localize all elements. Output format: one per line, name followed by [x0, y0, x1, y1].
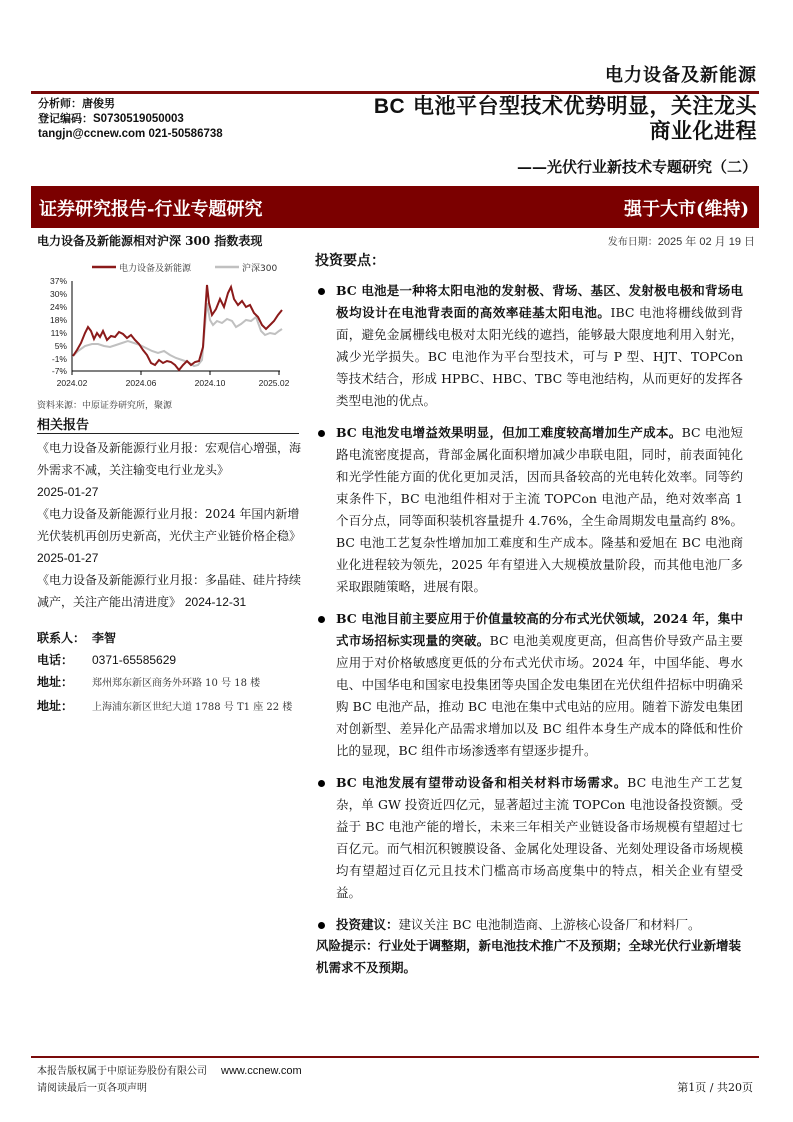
report-title — [374, 94, 757, 143]
related-report-date: 2025-01-27 — [37, 485, 99, 499]
risk-warning: 风险提示：行业处于调整期，新电池技术推广不及预期；全球光伏行业新增装机需求不及预期。 — [316, 938, 742, 975]
address-shanghai: 上海浦东新区世纪大道 1788 号 T1 座 22 楼 — [92, 702, 293, 713]
copyright-text: 本报告版权属于中原证券股份有限公司 — [37, 1066, 207, 1077]
related-reports-heading: 相关报告 — [37, 418, 90, 433]
industry-label: 电力设备及新能源 — [605, 65, 757, 86]
title-line-1: 电池平台型技术优势明显，关注龙头 — [405, 93, 757, 118]
related-divider — [37, 433, 299, 434]
title-prefix: BC — [373, 95, 406, 118]
investment-point — [318, 772, 743, 904]
investment-point — [318, 422, 743, 598]
analyst-info — [38, 96, 223, 142]
address-label: 地址： — [37, 699, 74, 713]
bullet-icon — [318, 780, 325, 787]
rating: 强于大市(维持) — [623, 199, 749, 220]
svg-text:沪深300: 沪深300 — [242, 264, 278, 274]
analyst-label: 分析师： — [38, 97, 82, 110]
bullet-icon — [318, 430, 325, 437]
phone-number: 0371-65585629 — [92, 653, 177, 667]
page-number: 第1页 / 共20页 — [677, 1081, 753, 1094]
related-report-date: 2025-01-27 — [37, 551, 99, 565]
svg-text:-1%: -1% — [51, 354, 67, 364]
phone-label: 电话： — [37, 653, 74, 667]
footer-notice: 请阅读最后一页各项声明 — [37, 1083, 147, 1094]
related-report[interactable] — [37, 569, 302, 613]
contact-person-label: 联系人： — [37, 631, 86, 645]
reg-label: 登记编码： — [38, 112, 93, 125]
point-body: 建议关注 BC 电池制造商、上游核心设备厂和材料厂。 — [398, 917, 701, 932]
line-chart — [30, 255, 302, 400]
bullet-icon — [318, 616, 325, 623]
point-body: BC 电池美观度更高，但高售价导致产品主要应用于对价格敏感度更低的分布式光伏市场。2024 年，中国华能、粤水电、中国华电和国家电投集团等央国企发电集团在光伏组件招标中明确采购 BC 电池产品，推动 BC 电池在集中式电站的应用。随着下游发电集团对创新型、差异化产品需求增加以及 BC 组件本身生产成本的降低和性价比的显现，BC 组件市场渗透率有望逐步提升。 — [336, 633, 743, 758]
svg-text:30%: 30% — [49, 289, 67, 299]
investment-point — [318, 608, 743, 762]
chart-title: 电力设备及新能源相对沪深 300 指数表现 — [37, 234, 263, 248]
contact-person: 李智 — [92, 631, 117, 645]
svg-text:2025.02: 2025.02 — [258, 378, 290, 388]
svg-text:-7%: -7% — [51, 366, 67, 376]
related-report-title: 《电力设备及新能源行业月报：2024 年国内新增光伏装机再创历史新高，光伏主产业链价格企稳》 — [37, 507, 302, 543]
point-body: BC 电池短路电流密度提高，背部金属化面积增加减少串联电阻，同时，前表面钝化和光学性能方面的优化更加灵活，因而具备较高的光电转化效率。同等约束条件下，BC 电池组件相对于主流 TOPCon 电池产品，绝对效率高 1 个百分点，同等面积装机容量提升 4.76%，全生命周期发电量高约 8%。BC 电池工艺复杂性增加加工难度和生产成本。隆基和爱旭在 BC 电池商业化进程较为领先，2025 年有望进入大规模放量阶段，而其他电池厂多采取跟随策略，进展有限。 — [336, 425, 743, 594]
reg-code: S0730519050003 — [93, 113, 184, 125]
website-link[interactable]: www.ccnew.com — [221, 1065, 302, 1077]
point-headline: BC 电池发电增益效果明显，但加工难度较高增加生产成本。 — [336, 425, 682, 440]
relative-performance-chart — [30, 255, 302, 400]
related-reports-list — [37, 437, 302, 613]
report-type: 证券研究报告-行业专题研究 — [39, 199, 263, 220]
investment-points — [318, 280, 743, 946]
svg-text:18%: 18% — [49, 315, 67, 325]
address-zhengzhou: 郑州郑东新区商务外环路 10 号 18 楼 — [92, 678, 261, 689]
report-subtitle: ——光伏行业新技术专题研究（二） — [516, 158, 757, 176]
point-headline: BC 电池发展有望带动设备和相关材料市场需求。 — [336, 775, 628, 790]
publish-date-value: 2025 年 02 月 19 日 — [657, 236, 755, 248]
investment-point — [318, 280, 743, 412]
point-body: BC 电池生产工艺复杂，单 GW 投资近四亿元，显著超过主流 TOPCon 电池设备投资额。受益于 BC 电池产能的增长，未来三年相关产业链设备市场规模有望超过七百亿元。而气相沉积镀膜设备、金属化处理设备、光刻处理设备市场规模均有望超过百亿元且技术门槛高市场高度集中的特点，相关企业有望受益。 — [336, 775, 743, 900]
related-report-title: 《电力设备及新能源行业月报：宏观信心增强，海外需求不减，关注输变电行业龙头》 — [37, 441, 302, 477]
related-report-title: 《电力设备及新能源行业月报：多晶硅、硅片持续减产，关注产能出清进度》 — [37, 573, 302, 609]
point-headline: 投资建议： — [336, 917, 399, 932]
point-headline: BC 电池是一种将太阳电池的发射极、背场、基区、发射极电极和背场电极均设计在电池背表面的高效率硅基太阳电池。 — [336, 283, 743, 320]
publish-date — [608, 233, 755, 249]
svg-text:11%: 11% — [50, 328, 67, 338]
point-body: IBC 电池将栅线做到背面，避免金属栅线电极对太阳光线的遮挡，能够最大限度地利用入射光，减少光学损失。BC 电池作为平台型技术，可与 P 型、HJT、TOPCon 等技术结合，形成 HPBC、HBC、TBC 等电池结构，从而更好的发挥各类型电池的优点。 — [336, 305, 743, 408]
svg-text:电力设备及新能源: 电力设备及新能源 — [119, 264, 192, 274]
email-phone: tangjn@ccnew.com 021-50586738 — [38, 128, 223, 140]
svg-text:5%: 5% — [54, 341, 67, 351]
analyst-name: 唐俊男 — [82, 97, 115, 110]
publish-date-label: 发布日期： — [607, 237, 658, 248]
svg-text:2024.02: 2024.02 — [56, 378, 88, 388]
title-line-2: 商业化进程 — [649, 118, 757, 143]
point-headline: BC 电池目前主要应用于价值量较高的分布式光伏领域，2024 年，集中式市场招标实现量的突破。 — [336, 611, 743, 648]
chart-source: 资料来源：中原证券研究所，聚源 — [37, 401, 173, 411]
bullet-icon — [318, 922, 325, 929]
footer-copyright — [37, 1062, 302, 1077]
svg-text:2024.06: 2024.06 — [125, 378, 157, 388]
address-label: 地址： — [37, 675, 74, 689]
investment-point — [318, 914, 743, 936]
svg-text:2024.10: 2024.10 — [194, 378, 226, 388]
investment-points-heading: 投资要点： — [315, 253, 385, 269]
related-report[interactable] — [37, 437, 302, 503]
report-banner — [31, 186, 759, 228]
svg-text:37%: 37% — [49, 276, 67, 286]
related-report-date: 2024-12-31 — [184, 595, 247, 609]
related-report[interactable] — [37, 503, 302, 569]
svg-text:24%: 24% — [49, 302, 67, 312]
footer-divider — [31, 1056, 759, 1058]
bullet-icon — [318, 288, 325, 295]
contact-info — [37, 627, 292, 719]
